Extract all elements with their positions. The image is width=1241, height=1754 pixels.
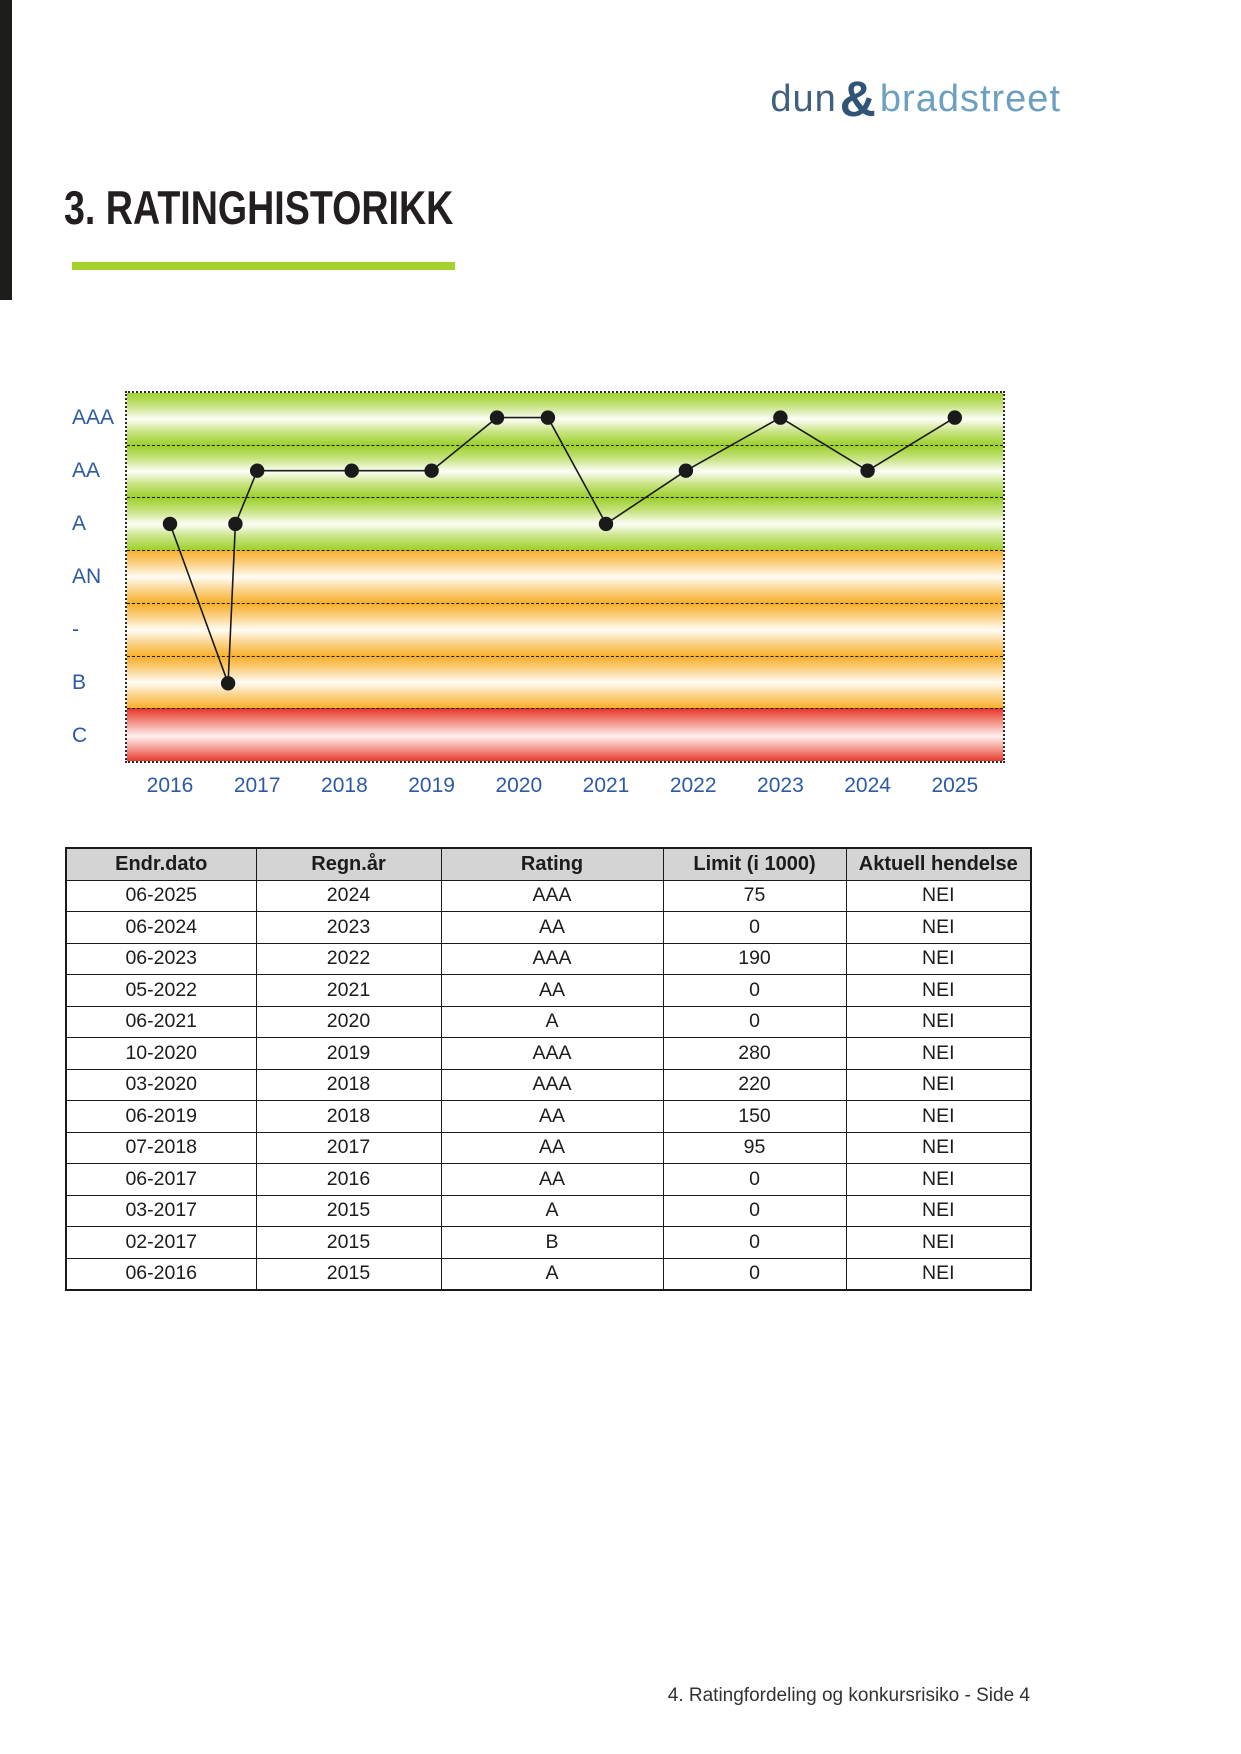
- rating-axis-label: AN: [72, 565, 102, 588]
- table-cell: AAA: [441, 1038, 663, 1070]
- chart-line: [170, 418, 955, 684]
- table-row: [66, 1258, 1031, 1290]
- rating-history-table: [65, 847, 1032, 1291]
- table-cell: 06-2024: [66, 912, 256, 944]
- year-axis-label: 2019: [408, 774, 455, 797]
- table-cell: 2019: [256, 1038, 441, 1070]
- table-cell: NEI: [846, 912, 1031, 944]
- table-cell: 05-2022: [66, 975, 256, 1007]
- table-row: [66, 1132, 1031, 1164]
- chart-point: [163, 517, 177, 531]
- table-row: [66, 1164, 1031, 1196]
- table-cell: 0: [663, 1227, 846, 1259]
- table-header-cell: Regn.år: [256, 848, 441, 880]
- table-row: [66, 1195, 1031, 1227]
- table-cell: 06-2021: [66, 1006, 256, 1038]
- table-row: [66, 880, 1031, 912]
- table-cell: 0: [663, 912, 846, 944]
- table-cell: 0: [663, 1006, 846, 1038]
- year-axis-label: 2025: [931, 774, 979, 797]
- table-cell: 2018: [256, 1101, 441, 1133]
- table-header-cell: Aktuell hendelse: [846, 848, 1031, 880]
- table-cell: 280: [663, 1038, 846, 1070]
- table-cell: 03-2017: [66, 1195, 256, 1227]
- table-cell: NEI: [846, 1006, 1031, 1038]
- table-cell: 2024: [256, 880, 441, 912]
- chart-point: [679, 464, 693, 478]
- table-cell: 2022: [256, 943, 441, 975]
- table-header-cell: Endr.dato: [66, 848, 256, 880]
- table-cell: 2021: [256, 975, 441, 1007]
- table-cell: AA: [441, 912, 663, 944]
- rating-axis-label: AAA: [72, 405, 115, 429]
- table-cell: B: [441, 1227, 663, 1259]
- table-row: [66, 1006, 1031, 1038]
- ampersand-icon: &: [839, 71, 877, 127]
- chart-point: [948, 410, 962, 424]
- table-cell: 10-2020: [66, 1038, 256, 1070]
- year-axis-label: 2016: [146, 774, 194, 797]
- year-axis-label: 2018: [321, 774, 368, 797]
- table-cell: 06-2017: [66, 1164, 256, 1196]
- table-cell: NEI: [846, 1227, 1031, 1259]
- table-cell: NEI: [846, 1195, 1031, 1227]
- chart-point: [860, 464, 874, 478]
- year-axis-label: 2022: [669, 774, 717, 797]
- table-header-cell: Limit (i 1000): [663, 848, 846, 880]
- table-cell: 150: [663, 1101, 846, 1133]
- table-header-cell: Rating: [441, 848, 663, 880]
- table-cell: NEI: [846, 1038, 1031, 1070]
- table-cell: 2015: [256, 1258, 441, 1290]
- rating-axis-label: -: [72, 618, 79, 642]
- chart-point: [490, 410, 504, 424]
- table-cell: AA: [441, 975, 663, 1007]
- rating-axis-label: C: [72, 724, 88, 748]
- table-row: [66, 943, 1031, 975]
- table-cell: AA: [441, 1132, 663, 1164]
- table-cell: AAA: [441, 880, 663, 912]
- rating-axis-label: A: [72, 511, 87, 535]
- table-body: [66, 880, 1031, 1290]
- chart-point: [345, 464, 359, 478]
- dnb-logo: [770, 70, 1061, 128]
- year-axis-label: 2023: [757, 774, 804, 797]
- table-cell: 06-2019: [66, 1101, 256, 1133]
- rating-axis-label: B: [72, 671, 87, 695]
- table-cell: 220: [663, 1069, 846, 1101]
- table-cell: AAA: [441, 1069, 663, 1101]
- table-cell: A: [441, 1006, 663, 1038]
- year-axis-label: 2020: [495, 774, 543, 797]
- table-cell: AA: [441, 1164, 663, 1196]
- table-cell: 2016: [256, 1164, 441, 1196]
- chart-line-overlay: [125, 391, 1005, 763]
- table-header: [66, 848, 1031, 880]
- table-cell: 75: [663, 880, 846, 912]
- chart-point: [541, 410, 555, 424]
- table-row: [66, 912, 1031, 944]
- title-underline: [72, 262, 455, 270]
- table-cell: 0: [663, 1258, 846, 1290]
- table-cell: 2023: [256, 912, 441, 944]
- table-cell: 0: [663, 1164, 846, 1196]
- table-row: [66, 975, 1031, 1007]
- table-row: [66, 1038, 1031, 1070]
- chart-point: [773, 410, 787, 424]
- left-edge-bar: [0, 0, 12, 300]
- table-row: [66, 1227, 1031, 1259]
- chart-point: [228, 517, 242, 531]
- table-cell: 2015: [256, 1195, 441, 1227]
- table-cell: 0: [663, 975, 846, 1007]
- table-cell: AAA: [441, 943, 663, 975]
- chart-point: [221, 676, 235, 690]
- rating-axis-label: AA: [72, 458, 101, 482]
- table-cell: 06-2025: [66, 880, 256, 912]
- logo-text-bradstreet: bradstreet: [879, 78, 1061, 120]
- table-cell: NEI: [846, 975, 1031, 1007]
- table-cell: 190: [663, 943, 846, 975]
- table-cell: NEI: [846, 1258, 1031, 1290]
- year-axis-label: 2017: [233, 774, 281, 797]
- chart-point: [599, 517, 613, 531]
- table-cell: 2015: [256, 1227, 441, 1259]
- table-cell: 2018: [256, 1069, 441, 1101]
- table-cell: 03-2020: [66, 1069, 256, 1101]
- table-cell: NEI: [846, 1101, 1031, 1133]
- table-cell: 07-2018: [66, 1132, 256, 1164]
- table-cell: 95: [663, 1132, 846, 1164]
- table-row: [66, 1069, 1031, 1101]
- chart-point: [250, 464, 264, 478]
- table-cell: NEI: [846, 943, 1031, 975]
- table-cell: A: [441, 1195, 663, 1227]
- page-footer: 4. Ratingfordeling og konkursrisiko - Side 4: [667, 1685, 1030, 1706]
- chart-point: [424, 464, 438, 478]
- page-title: 3. RATINGHISTORIKK: [64, 181, 454, 234]
- table-row: [66, 1101, 1031, 1133]
- table-cell: NEI: [846, 1164, 1031, 1196]
- table-cell: 06-2023: [66, 943, 256, 975]
- table-cell: 2017: [256, 1132, 441, 1164]
- table-cell: AA: [441, 1101, 663, 1133]
- table-cell: 0: [663, 1195, 846, 1227]
- table-cell: 02-2017: [66, 1227, 256, 1259]
- table-cell: NEI: [846, 1069, 1031, 1101]
- table-cell: 06-2016: [66, 1258, 256, 1290]
- year-axis-label: 2021: [582, 774, 630, 797]
- table-cell: NEI: [846, 1132, 1031, 1164]
- table-cell: 2020: [256, 1006, 441, 1038]
- table-cell: A: [441, 1258, 663, 1290]
- table-cell: NEI: [846, 880, 1031, 912]
- logo-text-dun: dun: [770, 78, 837, 120]
- year-axis-label: 2024: [844, 774, 891, 797]
